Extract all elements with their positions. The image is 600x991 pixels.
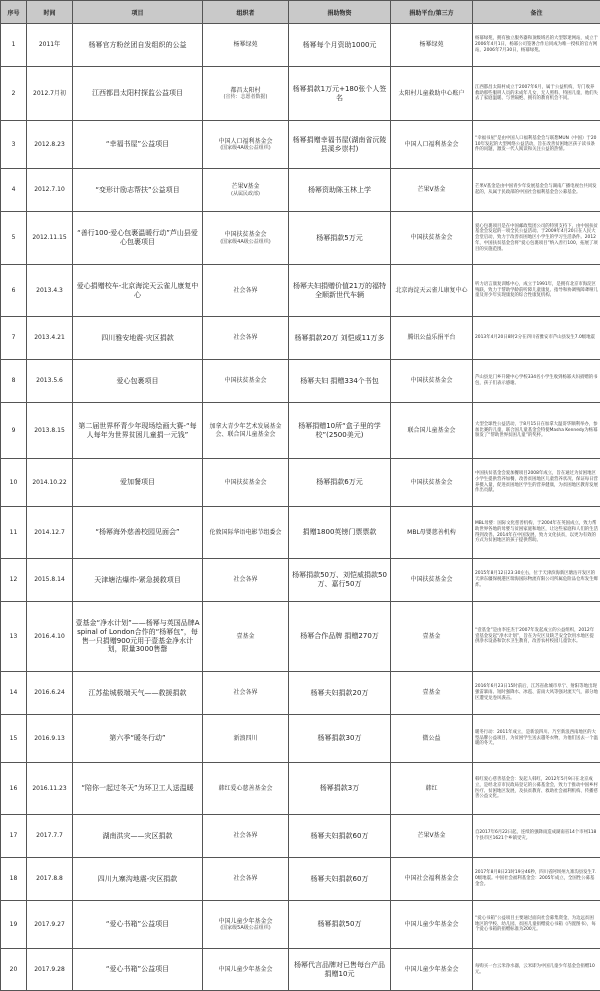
org-sub: (国家级5A级公益组织) [205, 925, 286, 931]
cell-org [203, 265, 289, 317]
cell-org [203, 24, 289, 67]
cell-note: 自2017年6月22日起，连续的强降雨造成湖南省14个市州118个县市区1621个乡镇受灾。 [473, 815, 600, 858]
org-name: 芒果V基金 [231, 183, 259, 190]
cell-platform: 韩红 [391, 763, 473, 815]
cell-date: 2013.4.3 [27, 265, 73, 317]
cell-no: 13 [1, 602, 27, 672]
cell-no: 1 [1, 24, 27, 67]
cell-no: 7 [1, 317, 27, 360]
cell-platform: 中国人口福利基金会 [391, 121, 473, 169]
table-row [1, 67, 600, 121]
cell-platform: 中国扶贫基金会 [391, 212, 473, 265]
cell-platform: 联合国儿童基金会 [391, 403, 473, 459]
header-row [1, 1, 600, 24]
cell-date: 2011年 [27, 24, 73, 67]
cell-note: MBL母婴：国际文化慈善机构，于2004年在英国成立，致力帮助世界各地的母婴与贫困家庭和地区，让这些家庭和人们的生活得到改善。2014年在中国发展，致力文化扶贫，以更为有效的方式为贫困地区的孩子提供帮助。 [473, 507, 600, 559]
cell-org [203, 67, 289, 121]
cell-date: 2016.11.23 [27, 763, 73, 815]
cell-org [203, 507, 289, 559]
cell-donation: 杨幂合作品牌 捐赠270万 [289, 602, 391, 672]
cell-donation: 杨幂捐款5万元 [289, 212, 391, 265]
header-note: 备注 [473, 1, 600, 24]
cell-note: “爱心书箱”公益项目主要通过面向社会募集资金，为边远贫困地区的学校、幼儿园、贫困儿童捐赠爱心书箱（内置图书），每个爱心书箱的捐赠标准为200元。 [473, 901, 600, 949]
header-no: 序号 [1, 1, 27, 24]
cell-date: 2012.7.10 [27, 169, 73, 212]
cell-donation: 杨幂捐款6万元 [289, 459, 391, 507]
cell-note: “壹基金”是由李连杰于2007年发起成立的公益组织，2012年壹基金发起“净水计划”，旨在为灾区及缺乏安全饮用水地区提供净水设备和饮水卫生教育，改善农村校园儿童饮水。 [473, 602, 600, 672]
cell-project: 四川雅安地震-灾区捐款 [73, 317, 203, 360]
cell-donation: 杨幂夫妇捐赠价值21万的福特全顺新世代车辆 [289, 265, 391, 317]
table-row [1, 715, 600, 763]
cell-platform: 太阳村儿童救助中心账户 [391, 67, 473, 121]
cell-date: 2012.8.23 [27, 121, 73, 169]
cell-no: 2 [1, 67, 27, 121]
cell-org [203, 121, 289, 169]
org-sub: (国家级4A级公益组织) [205, 145, 286, 151]
header-donation: 捐助物资 [289, 1, 391, 24]
cell-date: 2013.5.6 [27, 360, 73, 403]
cell-note: 听力语言康复训练中心，成立于1991年，是拥有北京市海淀区残联，致力于帮助学龄前听障儿童康复、指导和协调残障聋哑儿童及青少年实现康复的综合性康复机构。 [473, 265, 600, 317]
cell-note: 2016年6月23日15时前后，江苏省盐城市阜宁、射阳等地出现强雷暴雨、短时强降水、冰雹、雷雨大风等强对流天气，部分地区遭受龙卷风袭击。 [473, 672, 600, 715]
cell-org [203, 559, 289, 602]
cell-org [203, 602, 289, 672]
cell-donation: 杨幂捐款3万 [289, 763, 391, 815]
org-name: 中国儿童少年基金会 [218, 918, 272, 925]
table-row [1, 212, 600, 265]
table-row [1, 317, 600, 360]
cell-note: 芒果V基金是由中国青少年发展基金会与湖南广播电视台共同发起的，从属于民政部的中国社会福利基金会公募基金。 [473, 169, 600, 212]
cell-project: 天津塘沽爆炸-紧急援救项目 [73, 559, 203, 602]
cell-project: “变形计励志帮扶”公益项目 [73, 169, 203, 212]
cell-date: 2013.8.15 [27, 403, 73, 459]
table-row [1, 763, 600, 815]
cell-donation: 杨幂捐款50万 [289, 901, 391, 949]
cell-no: 18 [1, 858, 27, 901]
org-name: 新浪四川 [233, 735, 257, 742]
org-name: 社会各界 [233, 875, 257, 882]
cell-platform: 壹基金 [391, 602, 473, 672]
table-row [1, 858, 600, 901]
cell-date: 2017.9.27 [27, 901, 73, 949]
cell-note: 暖冬行动：2011年成立，是新浪四川、乃至新浪西南地区的大型品牌公益项目，为贫困学生送去越冬衣物，为他们送去一个温暖的冬天。 [473, 715, 600, 763]
cell-no: 12 [1, 559, 27, 602]
cell-project: 四川九寨沟地震-灾区捐款 [73, 858, 203, 901]
org-sub: (宣传：志愿者数据) [205, 94, 286, 100]
cell-org [203, 815, 289, 858]
org-name: 社会各界 [233, 334, 257, 341]
cell-org [203, 459, 289, 507]
cell-platform: 北京海淀天云雀儿康复中心 [391, 265, 473, 317]
cell-project: “爱心书箱”公益项目 [73, 949, 203, 991]
cell-platform: 中国扶贫基金会 [391, 459, 473, 507]
cell-date: 2012.11.15 [27, 212, 73, 265]
org-name: 中国儿童少年基金会 [218, 966, 272, 973]
header-org: 组织者 [203, 1, 289, 24]
cell-no: 19 [1, 901, 27, 949]
cell-org [203, 403, 289, 459]
org-name: 壹基金 [236, 633, 254, 640]
cell-note: 中国扶贫基金会爱加餐项目2008年成立，旨在通过为贫困地区小学生提供营养加餐，改善贫困地区儿童营养状况，保证每日营养摄入量，促进贫困地区学生的营养健康，为贫困地区教育发展作出贡献。 [473, 459, 600, 507]
cell-note: 芦山县龙门乡升隆中心学校334名小学生收到杨幂夫妇捐赠的书包，孩子们表示感谢。 [473, 360, 600, 403]
org-sub: (国家级4A级公益组织) [205, 239, 286, 245]
cell-date: 2012.7月初 [27, 67, 73, 121]
cell-date: 2014.12.7 [27, 507, 73, 559]
cell-note: 2013年4月20日8时2分在四川省雅安市芦山县发生7.0级地震 [473, 317, 600, 360]
table-row [1, 602, 600, 672]
cell-project: 杨幂官方粉丝团自发组织的公益 [73, 24, 203, 67]
cell-project: “陪你一起过冬天”为环卫工人送温暖 [73, 763, 203, 815]
cell-donation: 杨幂捐款30万 [289, 715, 391, 763]
cell-platform: 中国扶贫基金会 [391, 360, 473, 403]
cell-donation: 杨幂捐款20万 刘恺威11万多 [289, 317, 391, 360]
cell-no: 10 [1, 459, 27, 507]
cell-org [203, 715, 289, 763]
cell-org [203, 169, 289, 212]
header-date: 时间 [27, 1, 73, 24]
org-name: 社会各界 [233, 689, 257, 696]
cell-no: 5 [1, 212, 27, 265]
cell-donation: 杨幂夫妇 捐赠334个书包 [289, 360, 391, 403]
cell-date: 2017.7.7 [27, 815, 73, 858]
org-name: 中国人口福利基金会 [218, 138, 272, 145]
cell-project: “爱心书箱”公益项目 [73, 901, 203, 949]
cell-platform: 芒果V基金 [391, 169, 473, 212]
cell-note: 杨幂绿苑，拥有独立服务器和顶级域名的大型影迷网站，成立于2006年4月1日，杨幂公司签署合作后同成为唯一授权的官方网站，2006年7月30日，杨幂绿苑。 [473, 24, 600, 67]
cell-date: 2017.8.8 [27, 858, 73, 901]
cell-platform: 中国儿童少年基金会 [391, 901, 473, 949]
cell-note: 爱心包裹项目是在中国邮政集团公司的特别支持下，由中国扶贫基金会发起的一项全民公益活动。于2009年4月20日在人民大会堂启动，致力于改善贫困地区小学生的学习生活条件。2012年，中国扶贫基金会将“爱心包裹项目”纳入善行100，拓展了项目的实施范围。 [473, 212, 600, 265]
cell-platform: 中国儿童少年基金会 [391, 949, 473, 991]
org-name: 社会各界 [233, 287, 257, 294]
cell-project: 爱心包裹项目 [73, 360, 203, 403]
cell-note: 大型全球性公益活动，于8月15日在加拿大温哥华顺利举办，参加比赛的儿童，联合国儿童基金会特使Masha Kennedy为杨幂颁发了“帮助世界贫困儿童”的奖杯。 [473, 403, 600, 459]
cell-project: “善行100·爱心包裹温暖行动”芦山县爱心包裹项目 [73, 212, 203, 265]
cell-platform: 中国社会福利基金会 [391, 858, 473, 901]
cell-project: 湖南洪灾——灾区捐款 [73, 815, 203, 858]
org-name: 社会各界 [233, 576, 257, 583]
table-row [1, 507, 600, 559]
cell-project: 江西都昌太阳村探监公益项目 [73, 67, 203, 121]
cell-project: 壹基金“净水计划”——杨幂与英国品牌Aspinal of London合作的“杨幂包”，每售一只捐赠900元用于壹基金净水计划，限量3000售罄 [73, 602, 203, 672]
table-row [1, 265, 600, 317]
cell-no: 4 [1, 169, 27, 212]
table-row [1, 403, 600, 459]
cell-note: 韩红爱心慈善基金会：发起人韩红，2012年5月9日在北京成立，是经北京市民政局登记的公募基金会，致力于推动中国乡村医疗、贫困地区发展，及扶贫教育、救助社会福利机构、传播慈善公益文化。 [473, 763, 600, 815]
cell-date: 2017.9.28 [27, 949, 73, 991]
cell-platform: 微公益 [391, 715, 473, 763]
cell-org [203, 763, 289, 815]
cell-no: 15 [1, 715, 27, 763]
cell-date: 2014.10.22 [27, 459, 73, 507]
cell-note: 2015年8月12日23:30左右，位于天津滨海新区塘沽开发区的天津东疆保税港区瑞海国际物流有限公司所属危险品仓库发生爆炸。 [473, 559, 600, 602]
table-row [1, 169, 600, 212]
cell-no: 8 [1, 360, 27, 403]
table-row [1, 901, 600, 949]
cell-platform: 杨幂绿苑 [391, 24, 473, 67]
cell-platform: 芒果V基金 [391, 815, 473, 858]
table-row [1, 121, 600, 169]
cell-org [203, 212, 289, 265]
cell-donation: 杨幂捐赠10所“盒子里的学校”(2500美元) [289, 403, 391, 459]
table-row [1, 459, 600, 507]
cell-no: 14 [1, 672, 27, 715]
org-name: 伦敦国际华语电影节组委会 [209, 529, 281, 536]
table-row [1, 672, 600, 715]
cell-date: 2016.4.10 [27, 602, 73, 672]
cell-donation: 杨幂每个月资助1000元 [289, 24, 391, 67]
cell-no: 11 [1, 507, 27, 559]
cell-note: 每购买一台云米净水器，云米即为中国儿童少年基金会捐赠10元。 [473, 949, 600, 991]
cell-project: 爱心捐赠校车-北京海淀天云雀儿康复中心 [73, 265, 203, 317]
cell-no: 16 [1, 763, 27, 815]
cell-donation: 杨幂资助陈玉林上学 [289, 169, 391, 212]
cell-note: 2017年8月8日21时19分46秒，四川省阿坝州九寨沟县发生7.0级地震。中国社会福利基金会：2005年成立，全国性公募基金会。 [473, 858, 600, 901]
cell-no: 9 [1, 403, 27, 459]
org-name: 中国扶贫基金会 [224, 479, 266, 486]
cell-project: 爱加餐项目 [73, 459, 203, 507]
cell-platform: 壹基金 [391, 672, 473, 715]
cell-date: 2013.4.21 [27, 317, 73, 360]
cell-no: 3 [1, 121, 27, 169]
cell-project: 江苏盐城极端天气——救援捐款 [73, 672, 203, 715]
cell-donation: 杨幂代言品牌对已售每台产品捐赠10元 [289, 949, 391, 991]
cell-donation: 杨幂捐赠幸福书屋(湖南省沅陵县溪乡崇村) [289, 121, 391, 169]
cell-project: “杨幂海外慈善校园见面会” [73, 507, 203, 559]
cell-platform: 中国扶贫基金会 [391, 559, 473, 602]
table-row [1, 559, 600, 602]
org-name: 都昌太阳村 [230, 87, 260, 94]
cell-project: 第二届世界杯青少年现场绘画大赛-“每人每年为世界贫困儿童捐一元钱” [73, 403, 203, 459]
org-name: 加拿大青少年艺术发展基金会、联合国儿童基金会 [209, 423, 281, 438]
cell-donation: 捐赠1800英镑门票票款 [289, 507, 391, 559]
cell-no: 6 [1, 265, 27, 317]
cell-no: 17 [1, 815, 27, 858]
cell-org [203, 858, 289, 901]
cell-project: “幸福书屋”公益项目 [73, 121, 203, 169]
header-project: 项目 [73, 1, 203, 24]
cell-date: 2016.6.24 [27, 672, 73, 715]
org-name: 杨幂绿苑 [233, 41, 257, 48]
org-name: 中国扶贫基金会 [224, 231, 266, 238]
table-row [1, 360, 600, 403]
org-sub: (从属民政部) [205, 191, 286, 197]
cell-donation: 杨幂捐款50万、刘恺威捐款50万、嘉行50万 [289, 559, 391, 602]
cell-donation: 杨幂夫妇捐款20万 [289, 672, 391, 715]
table-row [1, 815, 600, 858]
org-name: 韩红爱心慈善基金会 [218, 785, 272, 792]
cell-date: 2015.8.14 [27, 559, 73, 602]
cell-note: “幸福书屋”是由中国人口福利基金会与联想MUN（中国）于2010年发起的大型网络公益活动，旨在改善贫困地区孩子读书条件的问题，激发一代人阅读和关注公益的热情。 [473, 121, 600, 169]
org-name: 中国扶贫基金会 [224, 377, 266, 384]
cell-org [203, 901, 289, 949]
cell-donation: 杨幂捐款1万元+180张个人签名 [289, 67, 391, 121]
cell-donation: 杨幂夫妇捐款60万 [289, 858, 391, 901]
cell-project: 第六季“暖冬行动” [73, 715, 203, 763]
cell-org [203, 672, 289, 715]
cell-date: 2016.9.13 [27, 715, 73, 763]
header-platform: 捐助平台/第三方 [391, 1, 473, 24]
cell-donation: 杨幂夫妇捐款60万 [289, 815, 391, 858]
cell-org [203, 317, 289, 360]
cell-note: 江西都昌太阳村成立于2007年6月，属于公益机构，专门收养救助那些服刑人员的未成年儿女，无人照料、特困儿童，他们失去了家庭温暖、与世隔绝、拥有的教育机会不同。 [473, 67, 600, 121]
cell-org [203, 360, 289, 403]
cell-platform: MBL母婴慈善机构 [391, 507, 473, 559]
cell-no: 20 [1, 949, 27, 991]
org-name: 社会各界 [233, 832, 257, 839]
table-row [1, 24, 600, 67]
cell-platform: 腾讯公益乐捐平台 [391, 317, 473, 360]
